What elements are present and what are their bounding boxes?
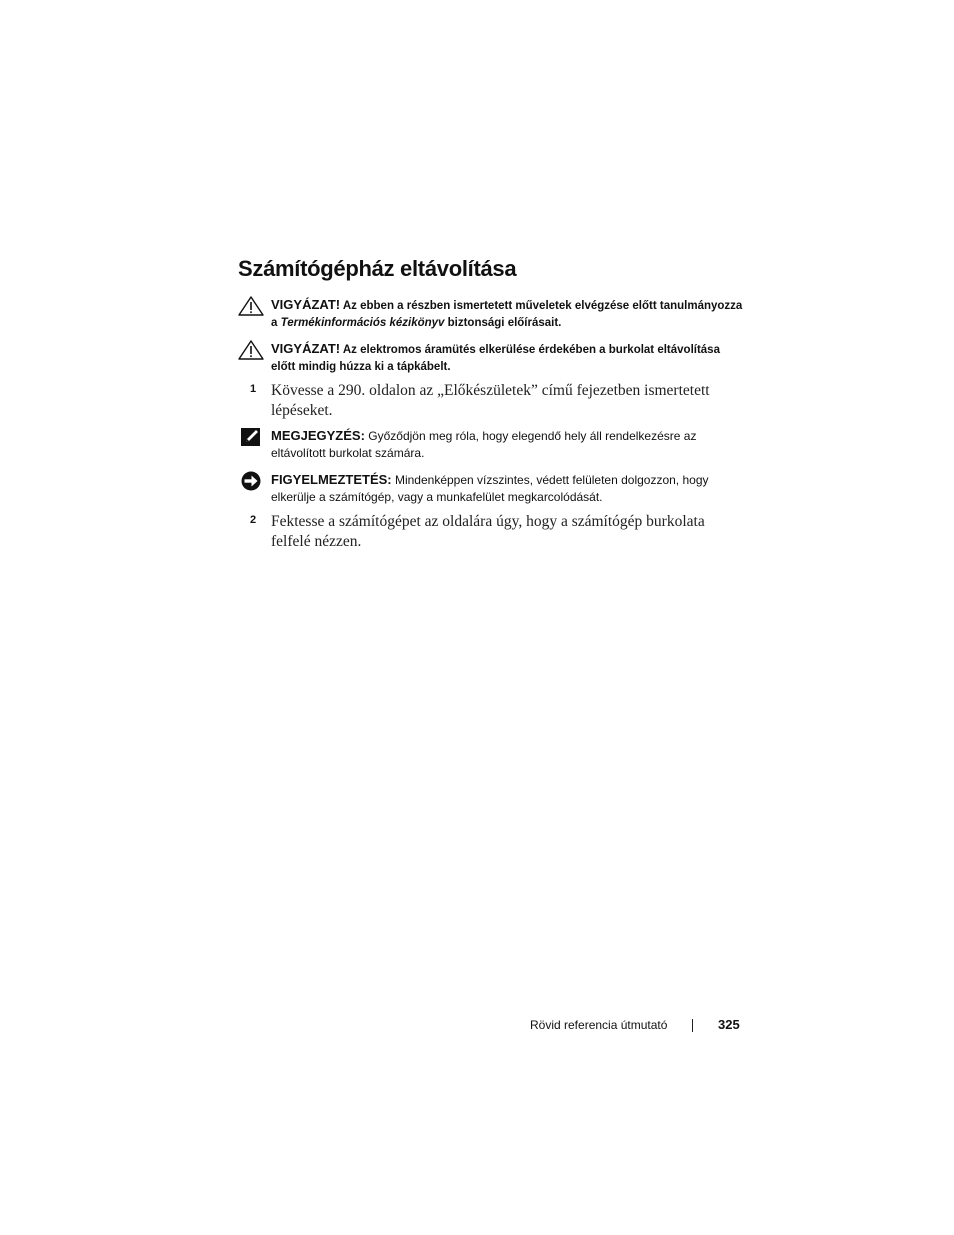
page-footer [530, 1016, 742, 1036]
warning-text: Az ebben a részben ismertetett műveletek elvégzése előtt tanulmányozza a [271, 300, 743, 329]
footer-divider [692, 1019, 693, 1032]
warning-label: VIGYÁZAT! [271, 341, 341, 356]
footer-reference: Rövid referencia útmutató [530, 1018, 668, 1032]
note-pencil-icon [238, 427, 264, 447]
caution-notice [238, 471, 743, 506]
warning-text-end: biztonsági előírásait. [444, 317, 562, 329]
note-label: MEGJEGYZÉS: [271, 428, 365, 443]
step-1 [250, 381, 730, 421]
page-title: Számítógépház eltávolítása [238, 256, 517, 281]
warning-triangle-icon [238, 340, 264, 360]
step-text: Fektesse a számítógépet az oldalára úgy, hogy a számítógép burkolata felfelé nézzen. [271, 513, 705, 550]
warning-text: Az elektromos áramütés elkerülése érdekében a burkolat eltávolítása előtt mindig húzza ki a tápkábelt. [271, 344, 720, 373]
step-number: 2 [250, 514, 257, 526]
warning-emphasis: Termékinformációs kézikönyv [280, 317, 445, 329]
note-notice [238, 427, 743, 462]
note-text: Győződjön meg róla, hogy elegendő hely áll rendelkezésre az eltávolított burkolat számára. [271, 429, 697, 460]
caution-label: FIGYELMEZTETÉS: [271, 472, 392, 487]
step-text: Kövesse a 290. oldalon az „Előkészületek” című fejezetben ismertetett lépéseket. [271, 382, 710, 419]
step-number: 1 [250, 383, 257, 395]
warning-label: VIGYÁZAT! [271, 297, 341, 312]
notice-arrow-icon [238, 471, 264, 491]
warning-triangle-icon [238, 296, 264, 316]
caution-text: Mindenképpen vízszintes, védett felületen dolgozzon, hogy elkerülje a számítógép, vagy a munkafelület megkarcolódását. [271, 473, 709, 504]
page-number: 325 [718, 1017, 740, 1032]
warning-notice-2 [238, 340, 743, 376]
warning-notice-1 [238, 296, 743, 332]
step-2 [250, 512, 730, 552]
